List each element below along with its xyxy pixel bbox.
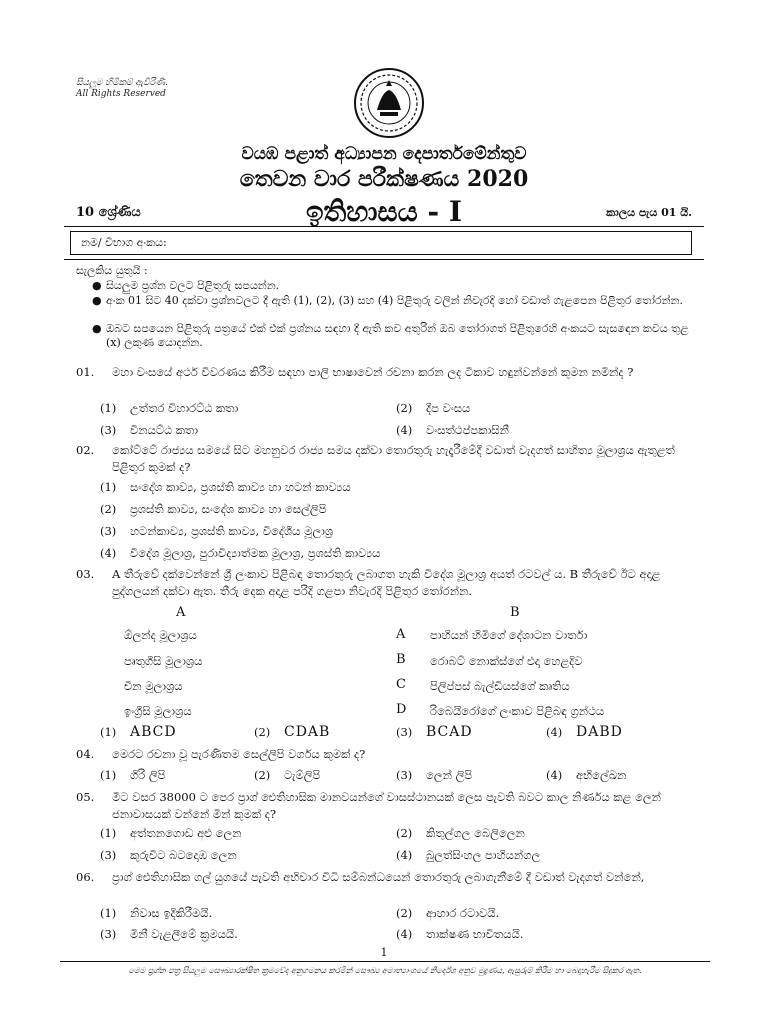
option-3: (3) හටන්කාව්‍ය, ප්‍රශස්ති කාව්‍ය, විදේශීය මූලාශ්‍ර [100, 524, 334, 538]
question-text: ප්‍රාග් ඓතිහාසික ගල් යුගයේ පැවති අභිචාර විධි සම්බන්ධයෙන් තොරතුරු ලබාගැනීමේ දී වඩාත් වැදගත් වන්නේ, [112, 870, 645, 884]
bullet-icon: ● [92, 279, 102, 292]
column-b-header: B [510, 605, 520, 620]
rights-english: All Rights Reserved [76, 89, 166, 99]
option-2: (2) දීප වංසය [396, 401, 471, 415]
subject-title: ඉතිහාසය - I [306, 195, 462, 228]
time-allowed: කාලය පැය 01 යි. [606, 206, 692, 219]
grade-label: 10 ශ්‍රේණිය [76, 205, 141, 220]
exam-title: තෙවන වාර පරීක්ෂණය 2020 [239, 166, 529, 192]
option-2: (2) ආහාර රටාවයි. [396, 906, 500, 920]
option-3: (3) BCAD [396, 724, 473, 740]
option-4: (4) බුලත්සිංහල පාහියන්ගල [396, 848, 541, 862]
footer-divider [60, 961, 710, 962]
option-4: (4) විදේශ මූලාශ්‍ර, පුරාවිද්‍යාත්මක මූලාශ්‍ර, ප්‍රශස්ති කාව්‍යය [100, 546, 381, 560]
page-number: 1 [380, 946, 388, 959]
option-3: (3) ලෙන් ලිපි [396, 768, 473, 782]
column-b-item: රොබට් නොක්ස්ගේ එදා හෙළදිව [430, 654, 583, 668]
name-index-box[interactable] [70, 231, 692, 255]
column-b-item: පිලිප්පස් බැල්ඩියස්ගේ කෘතිය [430, 679, 570, 693]
question-text: මෙරට රචනා වූ පැරණිතම සෙල්ලිපි වර්ගය කුමක් ද? [112, 747, 366, 761]
column-b-letter: B [396, 652, 406, 667]
option-3: (3) කුරුවිට බටදොඹ ලෙන [100, 848, 237, 862]
department-name: වයඹ පළාත් අධ්‍යාපන දෙපාර්තමේන්තුව [241, 144, 527, 164]
question-03 [76, 566, 702, 600]
column-a-item: පෘතුගීසි මූලාශ්‍රය [124, 654, 203, 668]
column-b-item: පාහියන් හිමිගේ දේශාටන වාර්තා [430, 628, 588, 642]
question-text: මීට වසර 38000 ට පෙර ප්‍රාග් ඓතිහාසික මානවයන්ගේ වාසස්ථානයක් ලෙස පැවති බවට කාල නිර්ණය කළ ලෙන් ජනාවාසයක් වන්නේ මින් කුමක් ද? [112, 790, 662, 821]
option-3: (3) මිනී වැළලීමේ ක්‍රමයයි. [100, 927, 238, 941]
bullet-icon: ● [92, 294, 102, 307]
option-1: (1) ABCD [100, 724, 177, 740]
option-1: (1) උත්තර විහාරට්ඨ කතා [100, 401, 239, 415]
question-02 [76, 442, 702, 476]
rights-notice [76, 78, 168, 100]
question-06 [76, 869, 702, 886]
option-3: (3) විනයට්ඨ කතා [100, 423, 199, 437]
question-text: මහා වංසයේ අර්ථ විවරණය කිරීම සඳහා පාලි භාෂාවෙන් රචනා කරන ලද ටීකාව හඳුන්වන්නේ කුමන නමින්ද ? [112, 365, 634, 379]
column-b-item: රිබෙයිරෝගේ ලංකාව පිළිබඳ ග්‍රන්ථය [430, 704, 605, 718]
instructions-title: සැලකිය යුතුයි : [76, 264, 148, 277]
column-b-letter: A [396, 627, 406, 642]
option-2: (2) CDAB [254, 724, 331, 740]
question-number: 02. [76, 443, 95, 457]
question-number: 01. [76, 365, 95, 379]
column-a-item: ඕලන්ද මූලාශ්‍රය [124, 628, 197, 642]
question-text: කෝට්ටේ රාජ්‍යය සමයේ සිට මහනුවර රාජ්‍ය සමය දක්වා තොරතුරු හැදෑරීමේදී වඩාත් වැදගත් සාහිත්‍ය මූලාශ්‍රය ඇතුළත් පිළිතුර කුමක් ද? [112, 443, 675, 474]
question-number: 06. [76, 870, 95, 884]
option-2: (2) ටැම්ලිපි [254, 768, 321, 782]
column-b-letter: C [396, 677, 406, 692]
instruction-item: ● ඔබට සපයෙන පිළිතුරු පත්‍රයේ එක් එක් ප්‍රශ්නය සඳහා දී ඇති කව අතුරින් ඔබ තෝරාගත් පිළිතුරෙහි අංකයට සැසඳෙන කවය තුළ (x) ලකුණ යොදන්න. [92, 322, 689, 349]
government-emblem-icon [352, 66, 426, 140]
name-index-label: නම/ විභාග අංකය: [81, 236, 167, 249]
column-a-header: A [176, 605, 186, 620]
option-4: (4) DABD [546, 724, 623, 740]
question-01 [76, 364, 702, 381]
question-05 [76, 789, 702, 823]
column-b-letter: D [396, 702, 407, 717]
question-04 [76, 746, 702, 763]
option-1: (1) සංදේශ කාව්‍ය, ප්‍රශස්ති කාව්‍ය හා හටන් කාව්‍යය [100, 480, 351, 494]
option-4: (4) තාක්ෂණ භාවිතයයි. [396, 927, 524, 941]
option-2: (2) කිතුල්ගල බෙලිලෙන [396, 826, 525, 840]
column-a-item: චීන මූලාශ්‍රය [124, 679, 183, 693]
option-1: (1) ගිරි ලිපි [100, 768, 166, 782]
option-4: (4) අභිලේඛන [546, 768, 627, 782]
question-number: 04. [76, 747, 95, 761]
option-1: (1) අත්තනගොඩ අළු ලෙන [100, 826, 242, 840]
namebox-divider [64, 259, 704, 260]
bullet-icon: ● [92, 322, 102, 335]
instruction-item: ● සියලුම ප්‍රශ්න වලට පිළිතුරු සපයන්න. [92, 279, 280, 292]
option-1: (1) නිවාස ඉදිකිරීමයි. [100, 906, 213, 920]
header-divider [64, 226, 704, 227]
rights-sinhala: සියලුම හිමිකම් ඇවිරිණි. [76, 78, 169, 88]
column-a-item: ඉංග්‍රීසි මූලාශ්‍රය [124, 704, 192, 718]
question-number: 05. [76, 790, 95, 804]
option-2: (2) ප්‍රශස්ති කාව්‍ය, සංදේශ කාව්‍ය හා සෙල්ලිපි [100, 502, 327, 516]
question-text: A තීරුවේ දක්වෙන්නේ ශ්‍රී ලංකාව පිළිබඳ තොරතුරු ලබාගත හැකි විදේශ මූලාශ්‍ර අයත් රටවල් ය. B තීරුවේ ඊට අදාළ පුද්ගලයන් දක්වා ඇත. තීරු දෙක අදාළ පරිදි ගළපා නිවැරදි පිළිතුර තෝරන්න. [112, 567, 661, 598]
option-4: (4) වංසත්ථප්පකාසිනී [396, 423, 509, 437]
question-number: 03. [76, 567, 95, 581]
footer-note: මෙම ප්‍රශ්න පත්‍ර සියලුම සෞඛ්‍යාරක්ෂිත ක්‍රමවේද අනුගමනය කරමින් සෞඛ්‍ය අමාත්‍යාංශයේ නිර්දේශ අනුව මුද්‍රණය, ඇසුරුම් කිරීම හා බෙදාහැරීම සිදුකර ඇත. [128, 966, 642, 975]
instruction-item: ● අංක 01 සිට 40 දක්වා ප්‍රශ්නවලට දී ඇති (1), (2), (3) සහ (4) පිළිතුරු වලින් නිවැරදි හෝ වඩාත් ගැළපෙන පිළිතුර තෝරන්න. [92, 294, 683, 307]
